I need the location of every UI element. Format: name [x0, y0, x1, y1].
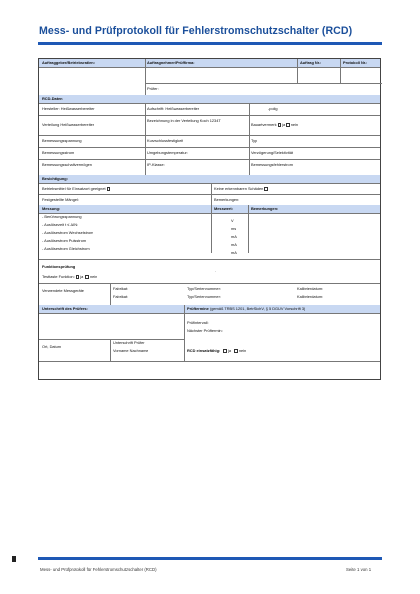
footer-page-number: Seite 1 von 1: [346, 567, 372, 572]
aufschrift-label: Aufschrift: Heißwasserbereiter: [147, 107, 200, 111]
ip-klasse-label: IP-Klasse:: [147, 163, 165, 167]
messung-item: - Auslösezeit t ≤ ΔIN:: [42, 223, 79, 227]
bemessungsschaltvermoegen-label: Bemessungsschaltvermögen: [42, 163, 92, 167]
ja-label: ja: [282, 123, 286, 127]
footer-title: Mess- und Prüfprotokoll für Fehlerstromschutzschalter (RCD): [40, 567, 157, 572]
auftragnehmer-label: Auftragnehmer/Prüffirma:: [147, 61, 195, 65]
verteilung-label: Verteilung Heißwasserbereiter: [42, 123, 95, 127]
polig-label: -polig: [268, 107, 278, 111]
vorname-nachname-label: Vorname Nachname: [113, 349, 149, 353]
rcd-section-title: RCD-Daten: [42, 97, 63, 101]
funktion-section-title: Funktionsprüfung: [42, 265, 76, 269]
fabrikat-label: Fabrikat:: [113, 287, 129, 291]
messung-item: - Auslösestrom Pulsstrom: [42, 239, 87, 243]
kurzschlussfestigkeit-label: Kurzschlussfestigkeit: [147, 139, 184, 143]
unterschrift-pruefer-label: Unterschrift Prüfer: [113, 341, 145, 345]
einsatz-ja-checkbox[interactable]: [223, 349, 227, 353]
bemessungsspannung-label: Bemessungsspannung: [42, 139, 82, 143]
pruefer-label: Prüfer:: [147, 87, 159, 91]
fabrikat-label: Fabrikat:: [113, 295, 129, 299]
betriebsmittel-field: [42, 187, 111, 191]
keine-schaeden-field: [214, 187, 269, 191]
messung-unit: mA: [231, 235, 237, 239]
pruefermine-field: [187, 307, 305, 311]
messung-item: - Berührungsspannung: [42, 215, 82, 219]
typ-serie-label: Typ/Seriennummer:: [187, 295, 221, 299]
hersteller-label: Hersteller: Heißwasserbereiter: [42, 107, 95, 111]
messung-unit: ms: [231, 227, 237, 231]
nein-label: nein: [290, 123, 299, 127]
besichtigung-section-title: Besichtigung:: [42, 177, 68, 181]
betriebsmittel-label: Betriebsmittel für Einsatzort geeignet: [42, 187, 106, 191]
messung-unit: mA: [231, 243, 237, 247]
title-rule: [38, 42, 382, 45]
protokoll-nr-label: Protokoll Nr.:: [343, 61, 368, 65]
messung-item: - Auslösestrom Gleichstrom: [42, 247, 90, 251]
kalibrierdatum-label: Kalibrierdatum:: [297, 287, 324, 291]
bauartvermerk-field: [251, 123, 298, 127]
bauartvermerk-label: Bauartvermerk: [251, 123, 277, 127]
funktion-dot: .: [215, 269, 217, 273]
naechster-termin-label: Nächster Prüftermin:: [187, 329, 223, 333]
betriebsmittel-checkbox[interactable]: [107, 187, 111, 191]
typ-serie-label: Typ/Seriennummer:: [187, 287, 221, 291]
auftrag-nr-label: Auftrag Nr.:: [300, 61, 322, 65]
umgebungstemperatur-label: Umgebungstemperatur:: [147, 151, 188, 155]
bemessungsfehlerstrom-label: Bemessungsfehlerstrom: [251, 163, 293, 167]
bezeichnung-label: Bezeichnung in der Verteilung Koch 1234T: [147, 119, 221, 123]
bauartvermerk-ja-checkbox[interactable]: [278, 123, 282, 127]
messung-item: - Auslösestrom Wechselstrom: [42, 231, 94, 235]
messung-unit: V: [231, 219, 234, 223]
besichtigung-bemerkungen-label: Bemerkungen:: [214, 198, 240, 202]
messung-section-title: Messung:: [42, 207, 61, 211]
ja-label: ja: [228, 349, 232, 353]
typ-label: Typ: [251, 139, 258, 143]
kalibrierdatum-label: Kalibrierdatum:: [297, 295, 324, 299]
ort-datum-label: Ort, Datum: [42, 345, 62, 349]
testtaste-ja-checkbox[interactable]: [76, 275, 80, 279]
keine-schaeden-checkbox[interactable]: [264, 187, 268, 191]
verzoegerung-label: Verzögerung/Selektivität: [251, 151, 293, 155]
nein-label: nein: [89, 275, 98, 279]
einsatz-nein-checkbox[interactable]: [234, 349, 238, 353]
testtaste-field: [42, 275, 97, 279]
bauartvermerk-nein-checkbox[interactable]: [286, 123, 290, 127]
pruefintervall-label: Prüfintervall:: [187, 321, 209, 325]
footer-rule: [38, 557, 382, 560]
messung-bemerkungen-label: Bemerkungen:: [251, 207, 279, 211]
maengel-label: Festgestellte Mängel:: [42, 198, 79, 202]
keine-schaeden-label: Keine erkennbaren Schäden: [214, 187, 264, 191]
unterschrift-section-title: Unterschrift des Prüfers:: [42, 307, 88, 311]
ja-label: ja: [80, 275, 84, 279]
protocol-form: [38, 58, 381, 380]
rcd-einsatz-field: [187, 349, 246, 353]
nein-label: nein: [238, 349, 247, 353]
messung-unit: mA: [231, 251, 237, 255]
pruefermine-label: Prüftermine: [187, 307, 209, 311]
page-title: Mess- und Prüfprotokoll für Fehlerstromschutzschalter (RCD): [39, 25, 353, 37]
margin-mark: [12, 556, 16, 562]
bemessungsstrom-label: Bemessungsstrom: [42, 151, 75, 155]
rcd-einsatz-label: RCD einsatzfähig:: [187, 349, 221, 353]
pruefermine-note: (gemäß TRBS 1201, BetrSichV, § 5 DGUV Vorschrift 3): [209, 307, 306, 311]
auftraggeber-label: Auftraggeber/Betriebsrat/en:: [42, 61, 95, 65]
messgeraete-label: Verwendete Messgeräte: [42, 289, 84, 293]
testtaste-label: Testtaste Funktion:: [42, 275, 75, 279]
testtaste-nein-checkbox[interactable]: [85, 275, 89, 279]
messwert-label: Messwert:: [214, 207, 234, 211]
